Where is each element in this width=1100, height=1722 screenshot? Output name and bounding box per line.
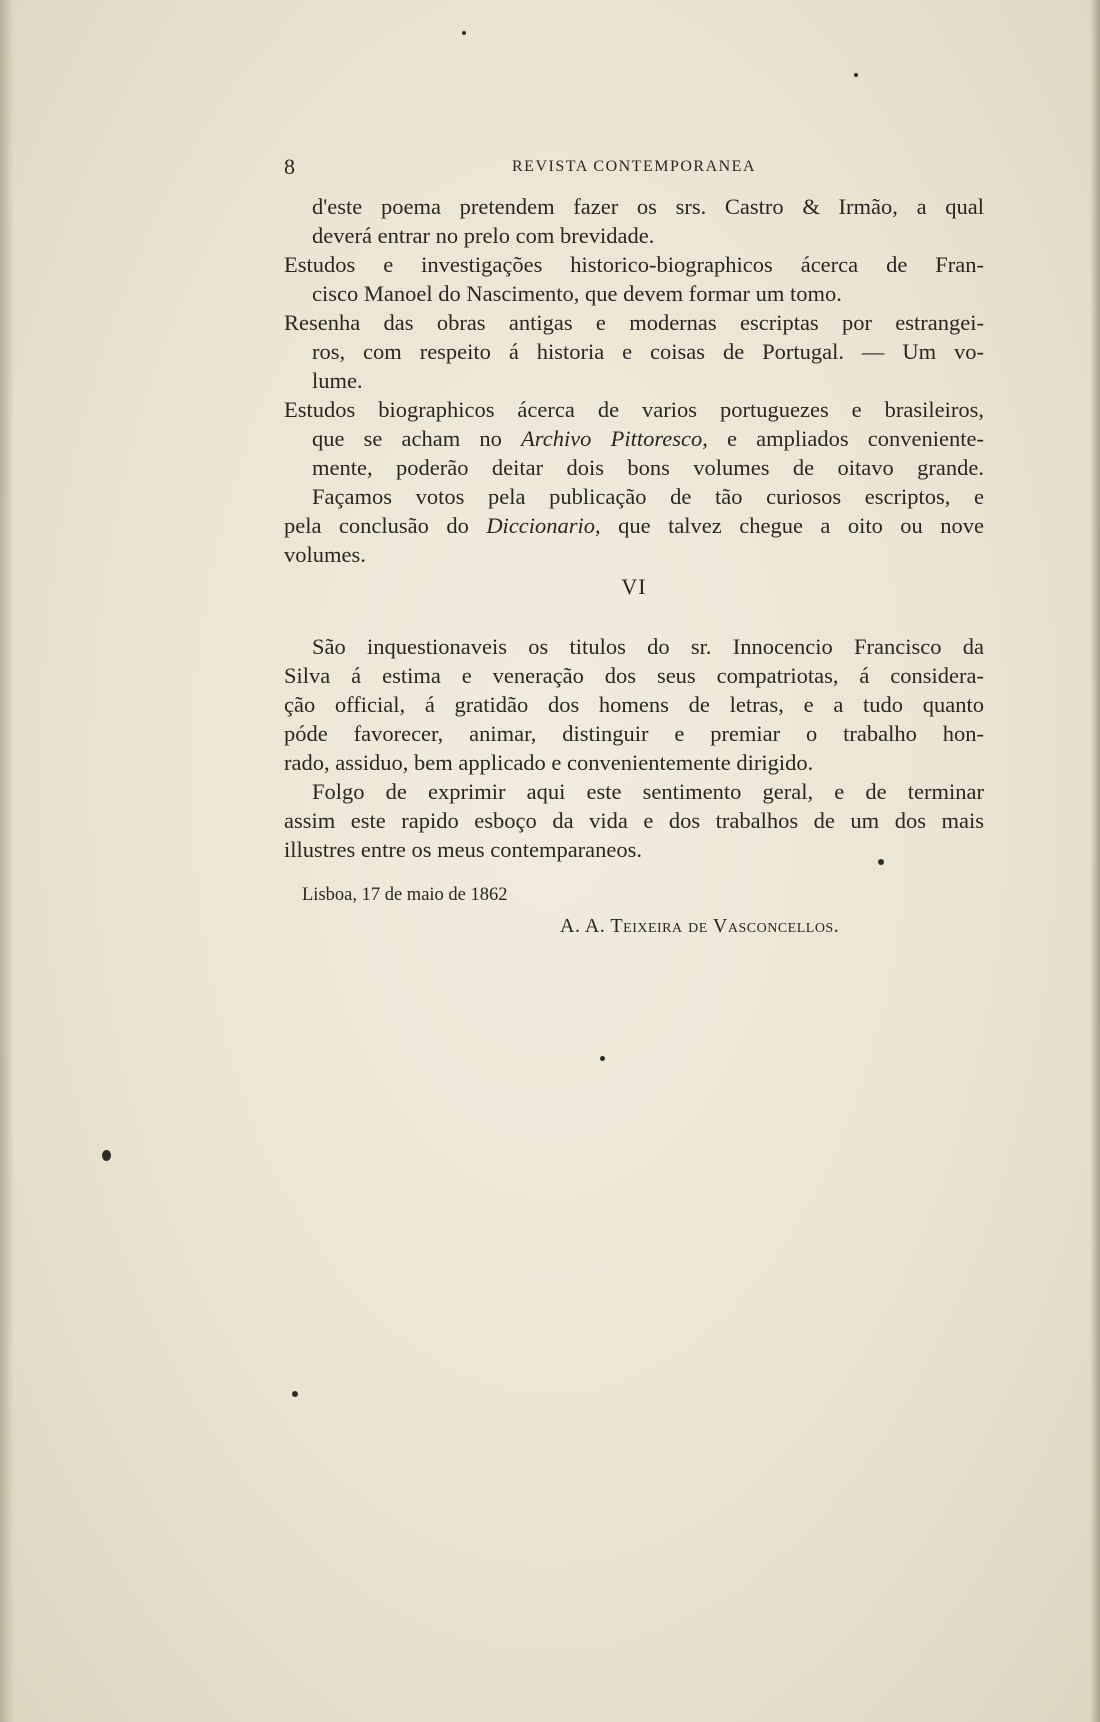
text-run: , que talvez chegue a oito ou nove xyxy=(595,513,984,538)
body-text-block-1 xyxy=(284,192,984,569)
text-line: illustres entre os meus contemparaneos. xyxy=(284,837,643,862)
italic-title: Diccionario xyxy=(486,513,596,538)
body-text-block-2 xyxy=(284,632,984,864)
running-header xyxy=(284,154,984,184)
ink-speck xyxy=(600,1056,605,1061)
text-line: Estudos biographicos ácerca de varios portuguezes e brasileiros, xyxy=(284,397,984,422)
text-line: Folgo de exprimir aqui este sentimento geral, e de terminar xyxy=(312,779,984,804)
text-line: Silva á estima e veneração dos seus compatriotas, á considera- xyxy=(284,663,984,688)
page-left-edge-shadow xyxy=(0,0,14,1722)
text-line: assim este rapido esboço da vida e dos trabalhos de um dos mais xyxy=(284,808,984,833)
text-line: cisco Manoel do Nascimento, que devem formar um tomo. xyxy=(312,281,842,306)
text-line: Façamos votos pela publicação de tão curiosos escriptos, e xyxy=(312,484,984,509)
text-line: d'este poema pretendem fazer os srs. Castro & Irmão, a qual xyxy=(312,194,984,219)
text-line xyxy=(284,511,984,540)
text-line: Resenha das obras antigas e modernas escriptas por estrangei- xyxy=(284,310,984,335)
ink-speck xyxy=(102,1150,111,1161)
text-line: ção official, á gratidão dos homens de letras, e a tudo quanto xyxy=(284,692,984,717)
text-line: póde favorecer, animar, distinguir e premiar o trabalho hon- xyxy=(284,721,984,746)
text-line: deverá entrar no prelo com brevidade. xyxy=(312,223,655,248)
running-title: REVISTA CONTEMPORANEA xyxy=(512,158,757,175)
dateline: Lisboa, 17 de maio de 1862 xyxy=(302,885,508,905)
page-number: 8 xyxy=(284,154,295,179)
text-line: volumes. xyxy=(284,542,366,567)
ink-speck xyxy=(462,31,466,35)
text-line: ros, com respeito á historia e coisas de Portugal. — Um vo- xyxy=(312,339,984,364)
author-signature: A. A. Teixeira de Vasconcellos. xyxy=(560,915,840,937)
text-line: Estudos e investigações historico-biographicos ácerca de Fran- xyxy=(284,252,984,277)
text-line: São inquestionaveis os titulos do sr. Innocencio Francisco da xyxy=(312,634,984,659)
section-heading: VI xyxy=(621,574,647,599)
ink-speck xyxy=(292,1391,298,1397)
text-line: mente, poderão deitar dois bons volumes de oitavo grande. xyxy=(312,455,984,480)
italic-title: Archivo Pittoresco xyxy=(521,426,703,451)
text-run: pela conclusão do xyxy=(284,513,487,538)
text-line: lume. xyxy=(312,368,363,393)
text-run: , e ampliados conveniente- xyxy=(702,426,984,451)
text-line xyxy=(284,424,984,453)
text-run: que se acham no xyxy=(312,426,522,451)
ink-speck xyxy=(854,73,858,77)
text-line: rado, assiduo, bem applicado e convenientemente dirigido. xyxy=(284,750,814,775)
page-right-edge-shadow xyxy=(1090,0,1100,1722)
